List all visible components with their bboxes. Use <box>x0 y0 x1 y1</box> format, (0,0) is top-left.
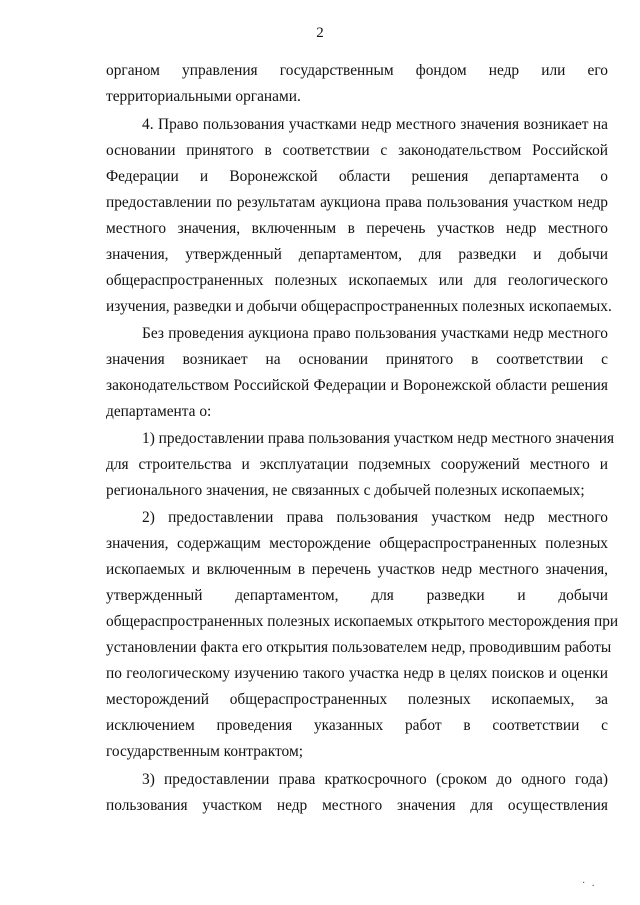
text-line: государственным контрактом; <box>106 743 303 760</box>
text-line: общераспространенных полезных ископаемых или для геологического <box>106 272 608 289</box>
text-line: законодательством Российской Федерации и Воронежской области решения <box>106 377 608 394</box>
text-line: местного значения, включенным в перечень участков недр местного <box>106 220 608 237</box>
text-line: изучения, разведки и добычи общераспространенных полезных ископаемых. <box>106 298 612 315</box>
text-line: по геологическому изучению такого участка недр в целях поисков и оценки <box>106 665 608 682</box>
item-3-start: 3) предоставлении права краткосрочного (сроком до одного года) <box>142 771 608 788</box>
item-1-start: 1) предоставлении права пользования участком недр местного значения <box>142 430 615 447</box>
text-line: Федерации и Воронежской области решения департамента о <box>106 168 608 185</box>
text-line: ископаемых и включенным в перечень участков недр местного значения, <box>106 561 608 578</box>
text-line: утвержденный департаментом, для разведки и добычи <box>106 587 608 604</box>
text-line: органом управления государственным фондом недр или его <box>106 62 608 79</box>
text-line: исключением проведения указанных работ в соответствии с <box>106 717 608 734</box>
text-line: пользования участком недр местного значения для осуществления <box>106 797 608 814</box>
text-line: значения возникает на основании принятого в соответствии с <box>106 351 608 368</box>
text-line: регионального значения, не связанных с добычей полезных ископаемых; <box>106 482 585 499</box>
paragraph-no-auction-start: Без проведения аукциона право пользования участками недр местного <box>142 325 608 342</box>
text-line: значения, содержащим месторождение общераспространенных полезных <box>106 535 608 552</box>
text-line: для строительства и эксплуатации подземных сооружений местного и <box>106 456 608 473</box>
paragraph-4-start: 4. Право пользования участками недр местного значения возникает на <box>142 116 608 133</box>
page-number: 2 <box>316 25 324 41</box>
scan-mark: · . <box>582 878 597 889</box>
text-line: общераспространенных полезных ископаемых открытого месторождения при <box>106 613 619 630</box>
text-line: месторождений общераспространенных полезных ископаемых, за <box>106 691 608 708</box>
text-line: установлении факта его открытия пользователем недр, проводившим работы <box>106 639 612 656</box>
text-line: значения, утвержденный департаментом, для разведки и добычи <box>106 246 608 263</box>
item-2-start: 2) предоставлении права пользования участком недр местного <box>142 509 608 526</box>
text-line: департамента о: <box>106 403 212 420</box>
text-line: территориальными органами. <box>106 88 301 105</box>
text-line: основании принятого в соответствии с законодательством Российской <box>106 142 608 159</box>
text-line: предоставлении по результатам аукциона права пользования участком недр <box>106 194 608 211</box>
